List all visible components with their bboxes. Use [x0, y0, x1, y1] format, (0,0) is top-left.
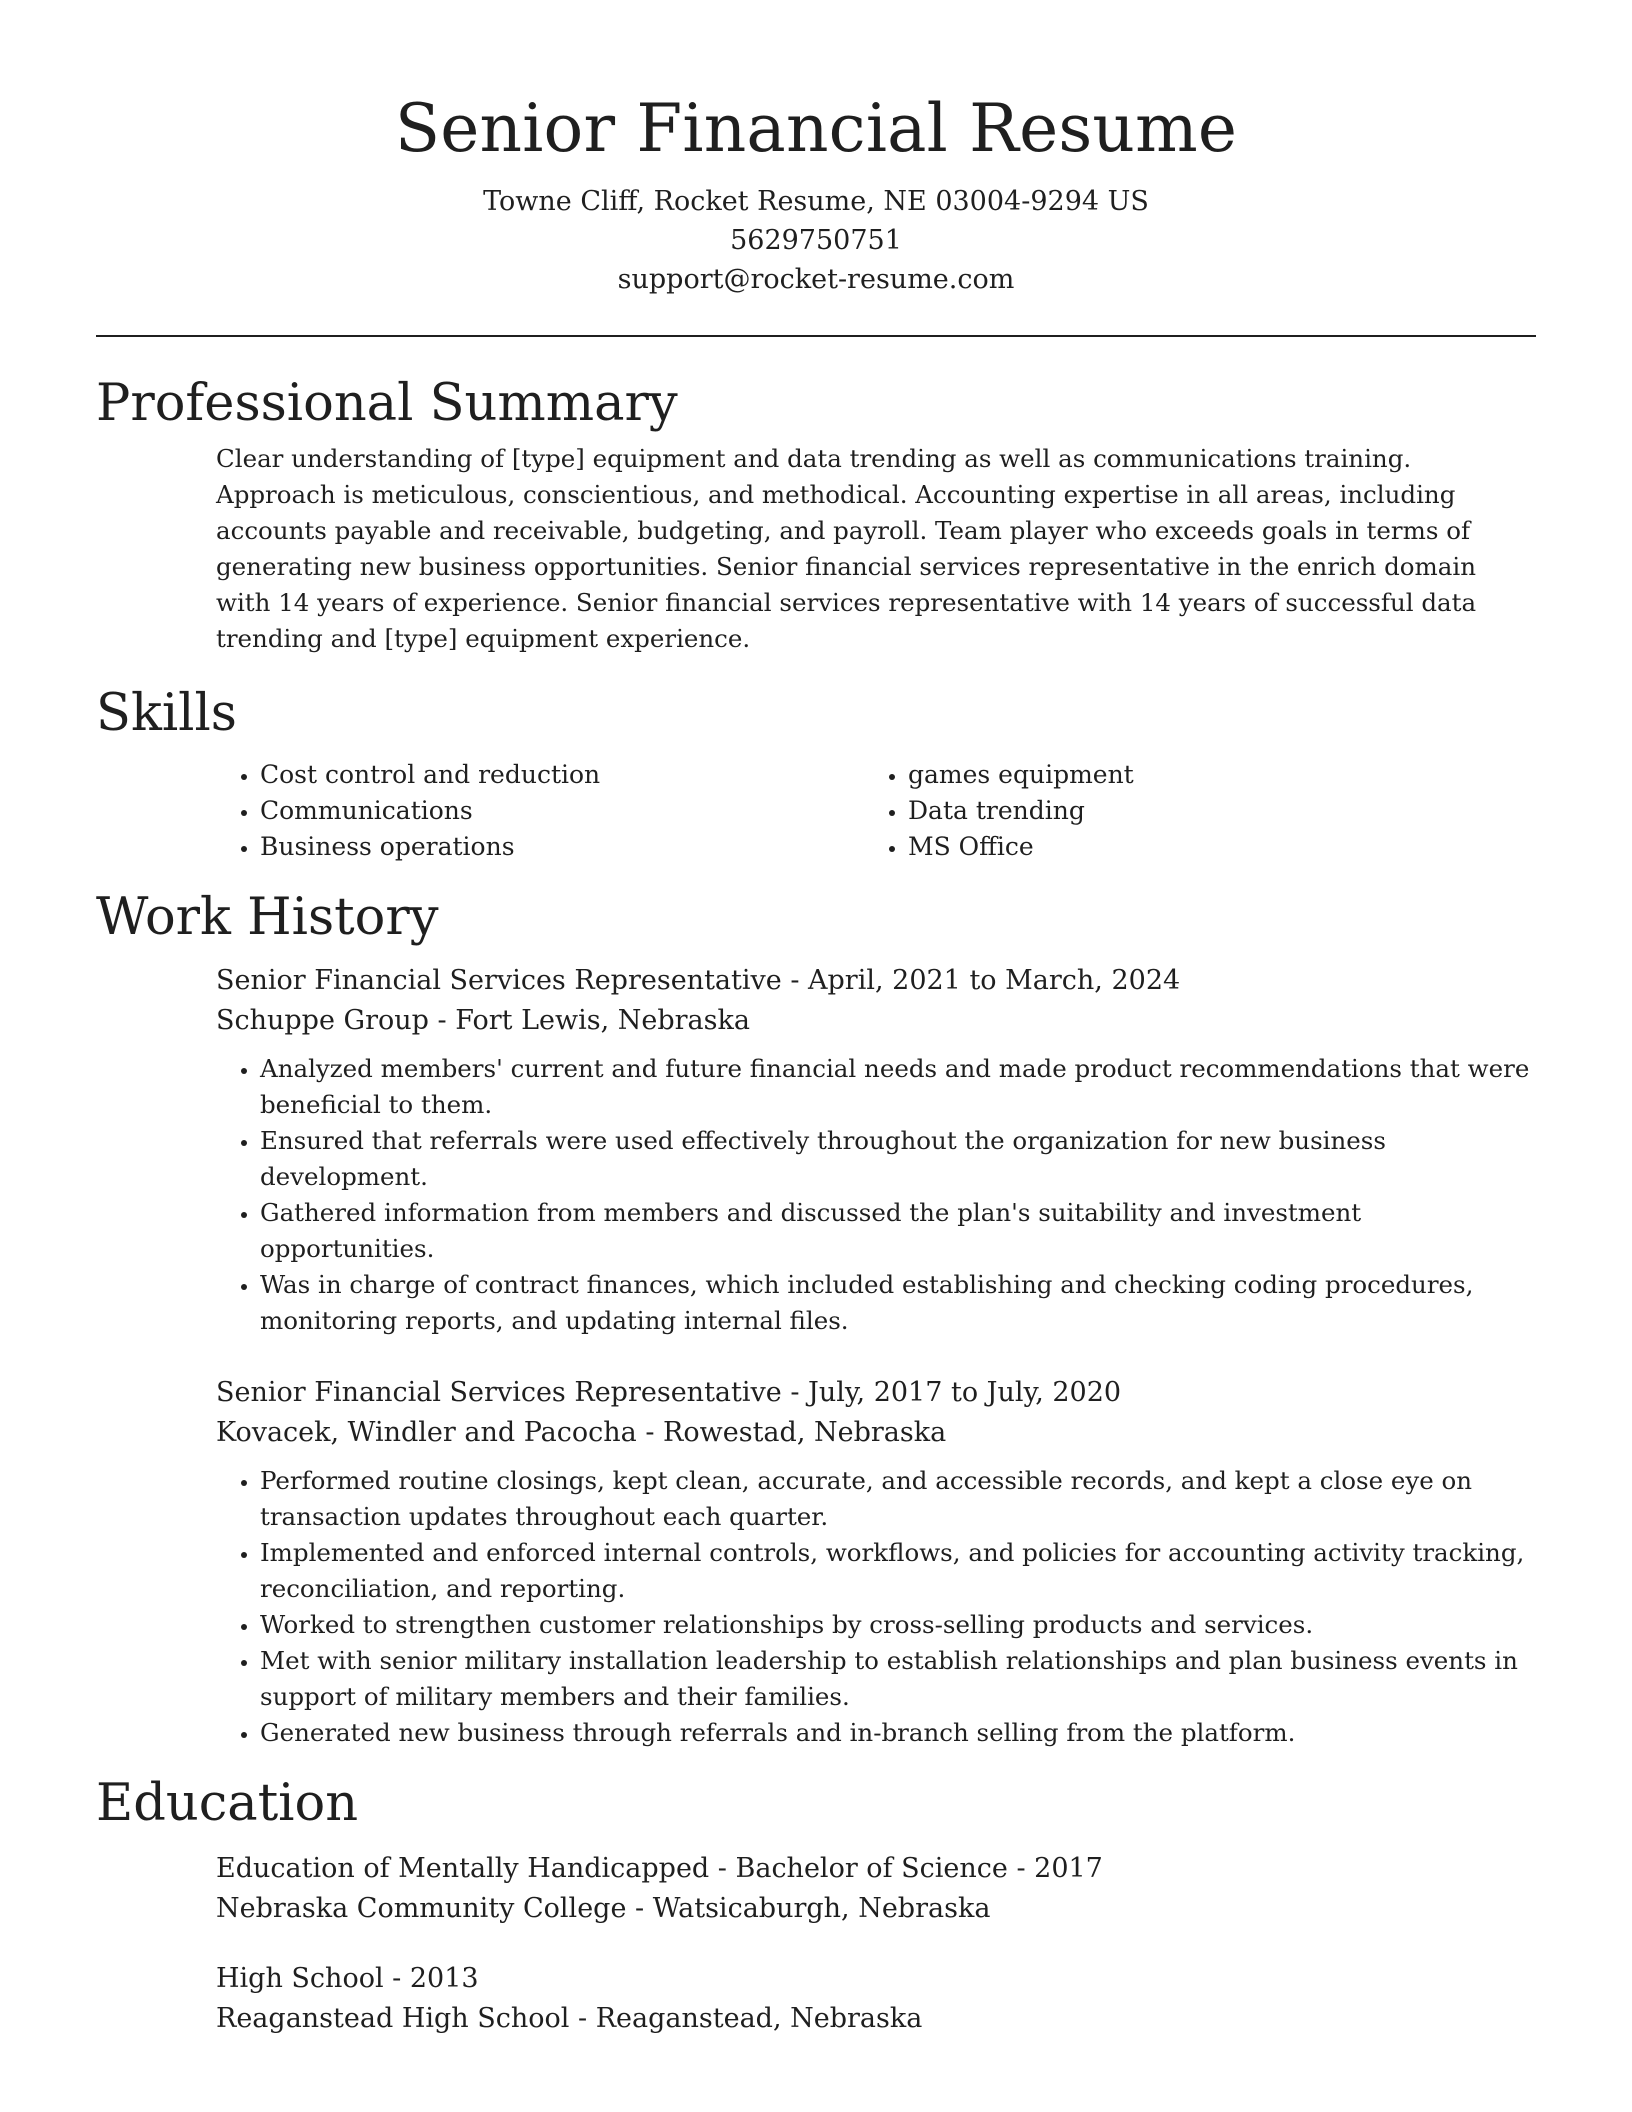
- address: Towne Cliff, Rocket Resume, NE 03004-9294 US: [483, 186, 1149, 217]
- job-company: Schuppe Group: [216, 1005, 429, 1036]
- skill-item: • games equipment: [908, 757, 1512, 793]
- resume-header: [96, 0, 1536, 299]
- job-entry: [216, 961, 1536, 1339]
- work-history-section: [96, 887, 1536, 1751]
- job-company-line: [216, 1001, 1536, 1041]
- job-location: - Fort Lewis, Nebraska: [428, 1005, 750, 1036]
- education-location: - Watsicaburgh, Nebraska: [626, 1893, 991, 1924]
- job-role: Senior Financial Services Representative: [216, 965, 782, 996]
- summary-section: [96, 373, 1536, 657]
- phone: 5629750751: [730, 225, 902, 256]
- job-dates: - April, 2021 to March, 2024: [781, 965, 1181, 996]
- skills-list-right: [864, 757, 1512, 865]
- job-title-line: [216, 961, 1536, 1001]
- skill-item: • Data trending: [908, 793, 1512, 829]
- skills-heading: Skills: [96, 684, 237, 743]
- skill-item: • Cost control and reduction: [260, 757, 864, 793]
- education-school-line: [216, 1999, 1536, 2039]
- education-degree: High School: [216, 1963, 384, 1994]
- education-school: Reaganstead High School: [216, 2003, 570, 2034]
- job-company-line: [216, 1413, 1536, 1453]
- job-location: - Rowestad, Nebraska: [636, 1417, 947, 1448]
- job-bullet: • Performed routine closings, kept clean, accurate, and accessible records, and kept a close eye on transaction updates throughout each quarter.: [260, 1463, 1536, 1535]
- job-bullet: • Analyzed members' current and future financial needs and made product recommendations that were beneficial to them.: [260, 1051, 1536, 1123]
- education-school-line: [216, 1889, 1536, 1929]
- header-divider: [96, 335, 1536, 337]
- education-entry: [216, 1849, 1536, 1929]
- job-entry: [216, 1373, 1536, 1751]
- education-entry: [216, 1959, 1536, 2039]
- job-bullet: • Gathered information from members and discussed the plan's suitability and investment opportunities.: [260, 1195, 1536, 1267]
- education-section: [96, 1773, 1536, 2039]
- job-dates: - July, 2017 to July, 2020: [781, 1377, 1122, 1408]
- education-school: Nebraska Community College: [216, 1893, 627, 1924]
- education-degree-line: [216, 1849, 1536, 1889]
- job-role: Senior Financial Services Representative: [216, 1377, 782, 1408]
- education-year: - 2017: [1007, 1853, 1103, 1884]
- contact-block: [96, 182, 1536, 299]
- email: support@rocket-resume.com: [617, 264, 1015, 295]
- education-degree: Education of Mentally Handicapped - Bachelor of Science: [216, 1853, 1008, 1884]
- education-year: - 2013: [383, 1963, 479, 1994]
- skill-item: • Business operations: [260, 829, 864, 865]
- job-bullet: • Met with senior military installation leadership to establish relationships and plan business events in support of military members and their families.: [260, 1643, 1536, 1715]
- education-location: - Reaganstead, Nebraska: [569, 2003, 923, 2034]
- job-company: Kovacek, Windler and Pacocha: [216, 1417, 637, 1448]
- job-bullets: [216, 1051, 1536, 1339]
- job-bullet: • Generated new business through referrals and in-branch selling from the platform.: [260, 1715, 1536, 1751]
- skills-list-left: [216, 757, 864, 865]
- job-bullet: • Was in charge of contract finances, which included establishing and checking coding procedures, monitoring reports, and updating internal files.: [260, 1267, 1536, 1339]
- work-history-heading: Work History: [96, 888, 439, 947]
- skills-section: [96, 683, 1536, 865]
- job-bullet: • Ensured that referrals were used effectively throughout the organization for new business development.: [260, 1123, 1536, 1195]
- job-bullets: [216, 1463, 1536, 1751]
- skill-item: • Communications: [260, 793, 864, 829]
- skill-item: • MS Office: [908, 829, 1512, 865]
- job-title-line: [216, 1373, 1536, 1413]
- summary-text: Clear understanding of [type] equipment and data trending as well as communications training. Approach is meticulous, conscientious, and methodical. Accounting expertise in all areas, including accounts payable and receivable, budgeting, and payroll. Team player who exceeds goals in terms of generating new business opportunities. Senior financial services representative in the enrich domain with 14 years of experience. Senior financial services representative with 14 years of successful data trending and [type] equipment experience.: [216, 444, 1477, 653]
- skills-grid: [216, 757, 1536, 865]
- resume-title: Senior Financial Resume: [394, 90, 1238, 167]
- education-degree-line: [216, 1959, 1536, 1999]
- job-bullet: • Implemented and enforced internal controls, workflows, and policies for accounting activity tracking, reconciliation, and reporting.: [260, 1535, 1536, 1607]
- job-bullet: • Worked to strengthen customer relationships by cross-selling products and services.: [260, 1607, 1536, 1643]
- summary-heading: Professional Summary: [96, 374, 678, 433]
- education-heading: Education: [96, 1774, 359, 1833]
